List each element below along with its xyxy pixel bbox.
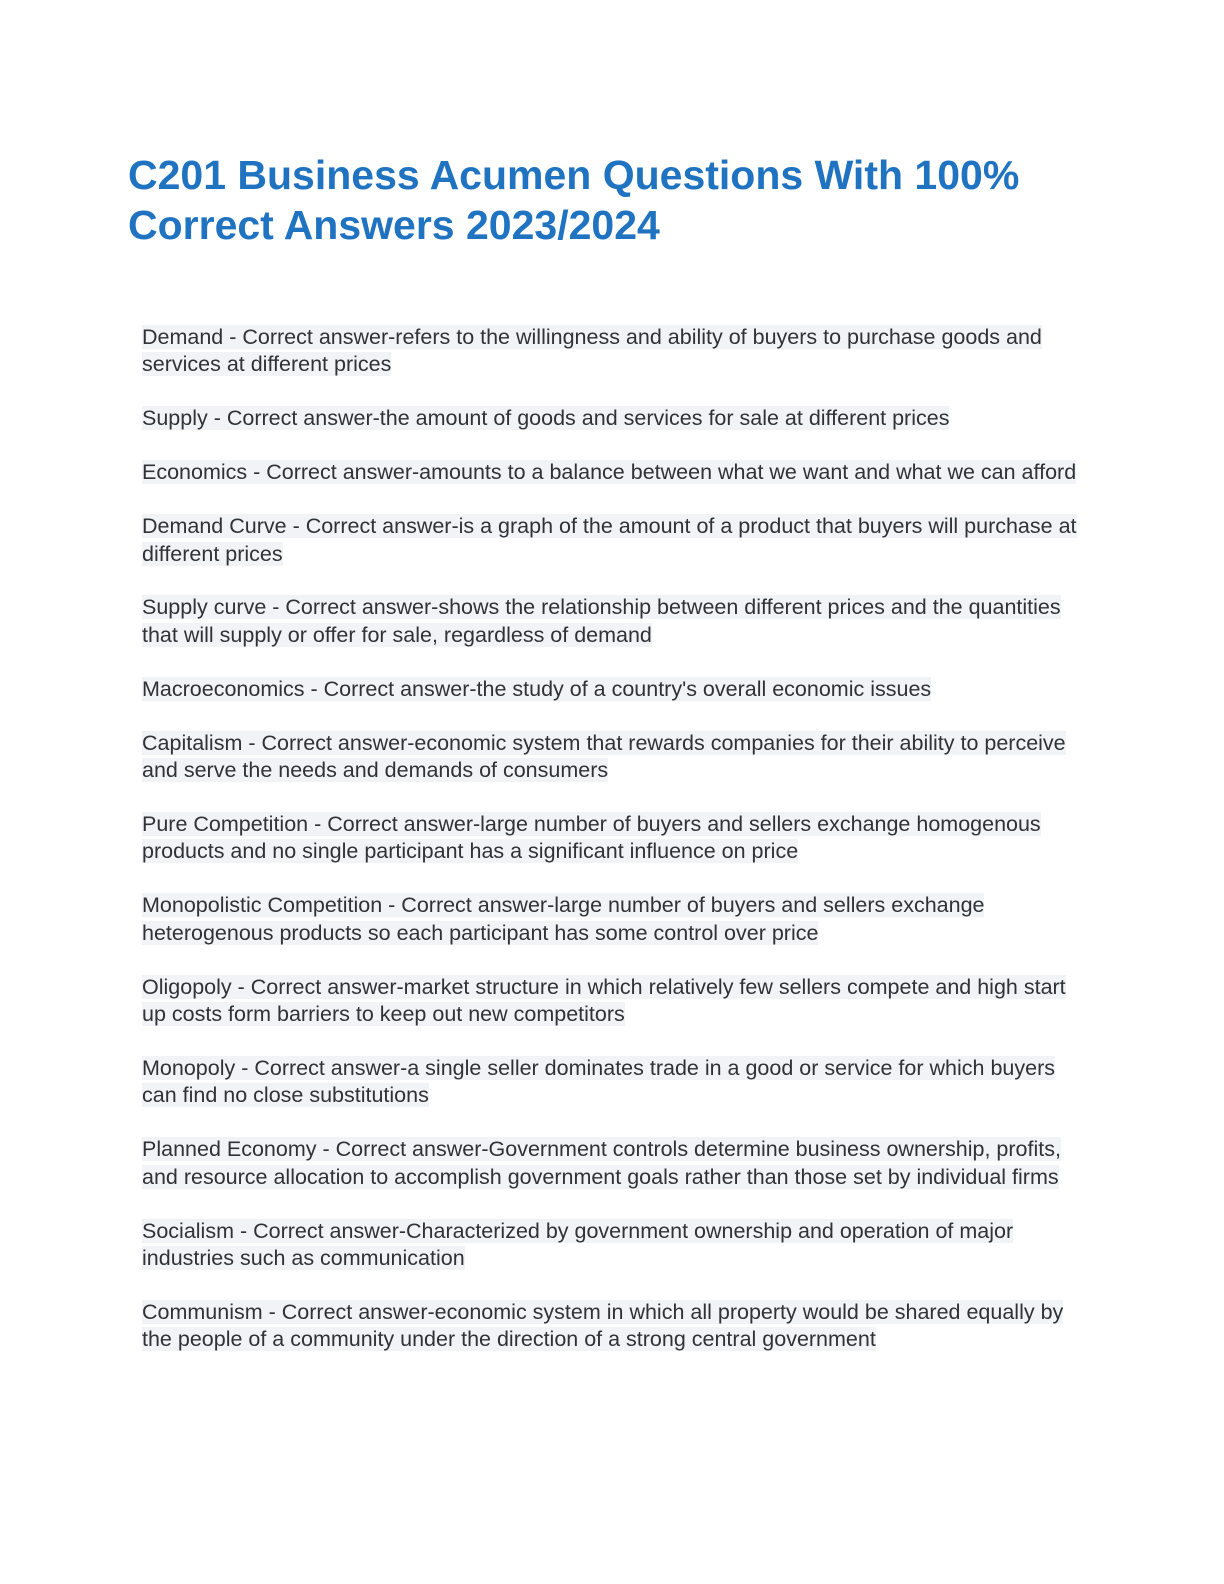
qa-list	[128, 324, 1082, 1354]
qa-entry-text: Demand Curve - Correct answer-is a graph of the amount of a product that buyers will purchase at different prices	[142, 514, 1077, 566]
qa-entry-monopolistic-competition	[142, 892, 1082, 947]
qa-entry-economics	[142, 459, 1082, 486]
qa-entry-demand-curve	[142, 513, 1082, 568]
qa-entry-planned-economy	[142, 1136, 1082, 1191]
qa-entry-oligopoly	[142, 974, 1082, 1029]
qa-entry-text: Socialism - Correct answer-Characterized by government ownership and operation of major industries such as communication	[142, 1218, 1014, 1270]
qa-entry-text: Oligopoly - Correct answer-market structure in which relatively few sellers compete and high start up costs form barriers to keep out new competitors	[142, 974, 1066, 1026]
qa-entry-demand	[142, 324, 1082, 379]
qa-entry-text: Monopolistic Competition - Correct answer-large number of buyers and sellers exchange heterogenous products so each participant has some control over price	[142, 893, 985, 945]
qa-entry-text: Communism - Correct answer-economic system in which all property would be shared equally by the people of a community under the direction of a strong central government	[142, 1299, 1064, 1352]
qa-entry-text: Supply curve - Correct answer-shows the relationship between different prices and the quantities that will supply or offer for sale, regardless of demand	[142, 595, 1061, 647]
qa-entry-capitalism	[142, 730, 1082, 785]
qa-entry-text: Monopoly - Correct answer-a single seller dominates trade in a good or service for which buyers can find no close substitutions	[142, 1055, 1055, 1108]
qa-entry-text: Pure Competition - Correct answer-large number of buyers and sellers exchange homogenous products and no single participant has a significant influence on price	[142, 811, 1041, 864]
qa-entry-text: Macroeconomics - Correct answer-the study of a country's overall economic issues	[142, 676, 932, 701]
qa-entry-text: Capitalism - Correct answer-economic system that rewards companies for their ability to perceive and serve the needs and demands of consumers	[142, 730, 1066, 783]
document-title: C201 Business Acumen Questions With 100% Correct Answers 2023/2024	[128, 152, 1020, 248]
qa-entry-text: Economics - Correct answer-amounts to a balance between what we want and what we can afford	[142, 460, 1077, 485]
qa-entry-supply-curve	[142, 594, 1082, 649]
qa-entry-communism	[142, 1299, 1082, 1354]
qa-entry-text: Demand - Correct answer-refers to the willingness and ability of buyers to purchase goods and services at different prices	[142, 325, 1042, 377]
qa-entry-pure-competition	[142, 811, 1082, 866]
qa-entry-text: Supply - Correct answer-the amount of goods and services for sale at different prices	[142, 406, 950, 431]
qa-entry-text: Planned Economy - Correct answer-Government controls determine business ownership, profits, and resource allocation to accomplish government goals rather than those set by individual firms	[142, 1137, 1061, 1189]
qa-entry-monopoly	[142, 1055, 1082, 1110]
qa-entry-supply	[142, 405, 1082, 432]
qa-entry-macroeconomics	[142, 676, 1082, 703]
qa-entry-socialism	[142, 1218, 1082, 1273]
